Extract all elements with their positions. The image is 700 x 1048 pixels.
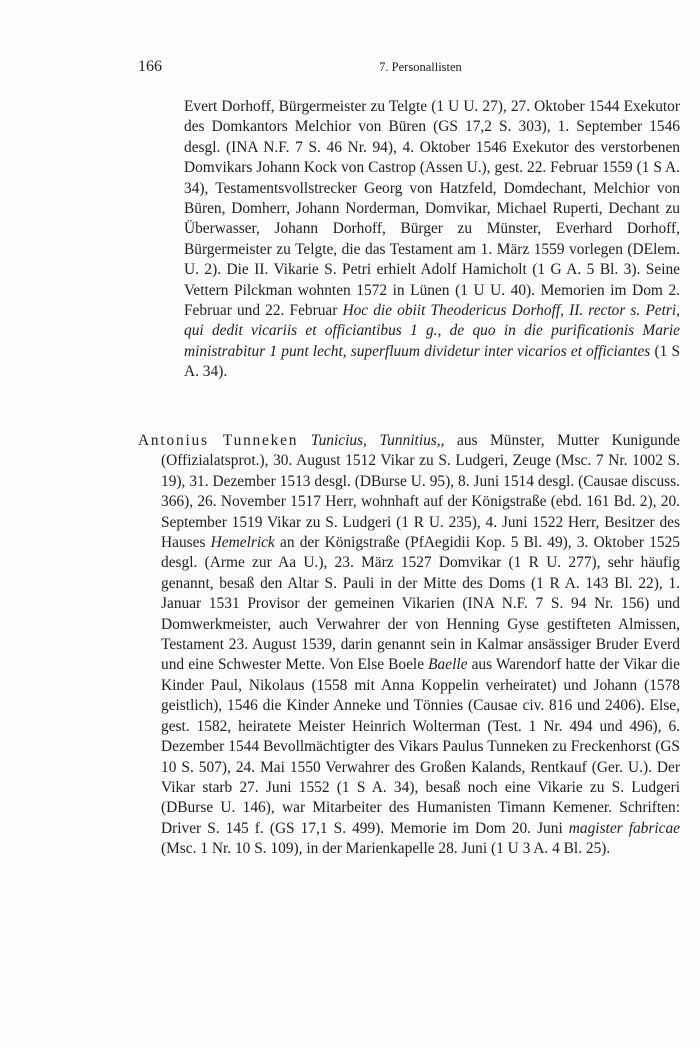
entry-text: aus Warendorf hatte der Vikar die Kinder Paul, Nikolaus (1558 mit Anna Koppelin verheiratet) und Johann (1578 geistlich), 1546 die Kinder Anneke und Tönnies (Causae civ. 816 und 2406). Else, gest. 1582, heiratete Meister Heinrich Wolterman (Test. 1 Nr. 494 und 496), 6. Dezember 1544 Bevollmächtigter des Vikars Paulus Tunneken zu Freckenhorst (GS 10 S. 507), 24. Mai 1550 Verwahrer des Großen Kalands, Rentkauf (Ger. U.). Der Vikar starb 27. Juni 1552 (1 S A. 34), besaß noch eine Vikarie zu S. Ludgeri (DBurse U. 146), war Mitarbeiter des Humanisten Timann Kemener. Schriften: Driver S. 145 f. (GS 17,1 S. 499). Memorie im Dom 20. Juni: [161, 656, 680, 837]
entry-text: (Msc. 1 Nr. 10 S. 109), in der Marienkapelle 28. Juni (1 U 3 A. 4 Bl. 25).: [161, 840, 611, 858]
entry-text: Evert Dorhoff, Bürgermeister zu Telgte (1 U U. 27), 27. Oktober 1544 Exekutor des Domkantors Melchior von Büren (GS 17,2 S. 303), 1. September 1546 desgl. (INA N.F. 7 S. 46 Nr. 94), 4. Oktober 1546 Exekutor des verstorbenen Domvikars Johann Kock von Castrop (Assen U.), gest. 22. Februar 1559 (1 S A. 34), Testamentsvollstrecker Georg von Hatzfeld, Domdechant, Melchior von Büren, Domherr, Johann Norderman, Domvikar, Michael Ruperti, Dechant zu Überwasser, Johann Dorhoff, Bürger zu Münster, Everhard Dorhoff, Bürgermeister zu Telgte, die das Testament am 1. März 1559 vorlegen (DElem. U. 2). Die II. Vikarie S. Petri erhielt Adolf Hamicholt (1 G A. 5 Bl. 3). Seine Vettern Pilckman wohnten 1572 in Lünen (1 U U. 40). Memorien im Dom 2. Februar und 22. Februar: [184, 98, 680, 320]
entry-dorhoff-continuation: [161, 97, 680, 383]
latin-memoria-text: Hoc die obiit Theodericus Dorhoff, II. rector s. Petri, qui dedit vicariis et officiantibus 1 g., de quo in die purificationis Marie ministrabitur 1 punt lecht, superfluum dividetur inter vicarios et officiantes: [184, 302, 680, 360]
place-name: Baelle: [428, 656, 468, 674]
page-number: 166: [138, 58, 162, 75]
memorie-title: magister fabricae: [568, 819, 680, 837]
name-variant: Tunnitius,: [379, 432, 441, 449]
house-name: Hemelrick: [210, 534, 275, 552]
entry-text: (1 S A. 34).: [184, 342, 680, 381]
name-variant: Tunicius,: [310, 432, 367, 449]
entry-text: an der Königstraße (PfAegidii Kop. 5 Bl. 49), 3. Oktober 1525 desgl. (Arme zur Aa U.), 23. März 1527 Domvikar (1 R U. 277), sehr häufig genannt, besaß den Altar S. Pauli in der Mitte des Doms (1 R A. 143 Bl. 22), 1. Januar 1531 Provisor der gemeinen Vikarien (INA N.F. 7 S. 94 Nr. 156) und Domwerkmeister, auch Verwahrer der von Henning Gyse gestifteten Almissen, Testament 23. August 1539, darin genannt sein in Kalmar ansässiger Bruder Everd und eine Schwester Mette. Von Else Boele: [161, 534, 680, 674]
running-title: 7. Personallisten: [379, 60, 462, 74]
entry-text: , aus Münster, Mutter Kunigunde (Offizialatsprot.), 30. August 1512 Vikar zu S. Ludgeri, Zeuge (Msc. 7 Nr. 1002 S. 19), 31. Dezember 1513 desgl. (DBurse U. 95), 8. Juni 1514 desgl. (Causae discuss. 366), 26. November 1517 Herr, wohnhaft auf der Königstraße (ebd. 161 Bd. 2), 20. September 1519 Vikar zu S. Ludgeri (1 R U. 235), 4. Juni 1522 Herr, Besitzer des Hauses: [161, 432, 680, 552]
entry-antonius-tunneken: [138, 431, 680, 860]
person-name: Antonius Tunneken: [138, 432, 299, 449]
page-header: [138, 58, 663, 80]
